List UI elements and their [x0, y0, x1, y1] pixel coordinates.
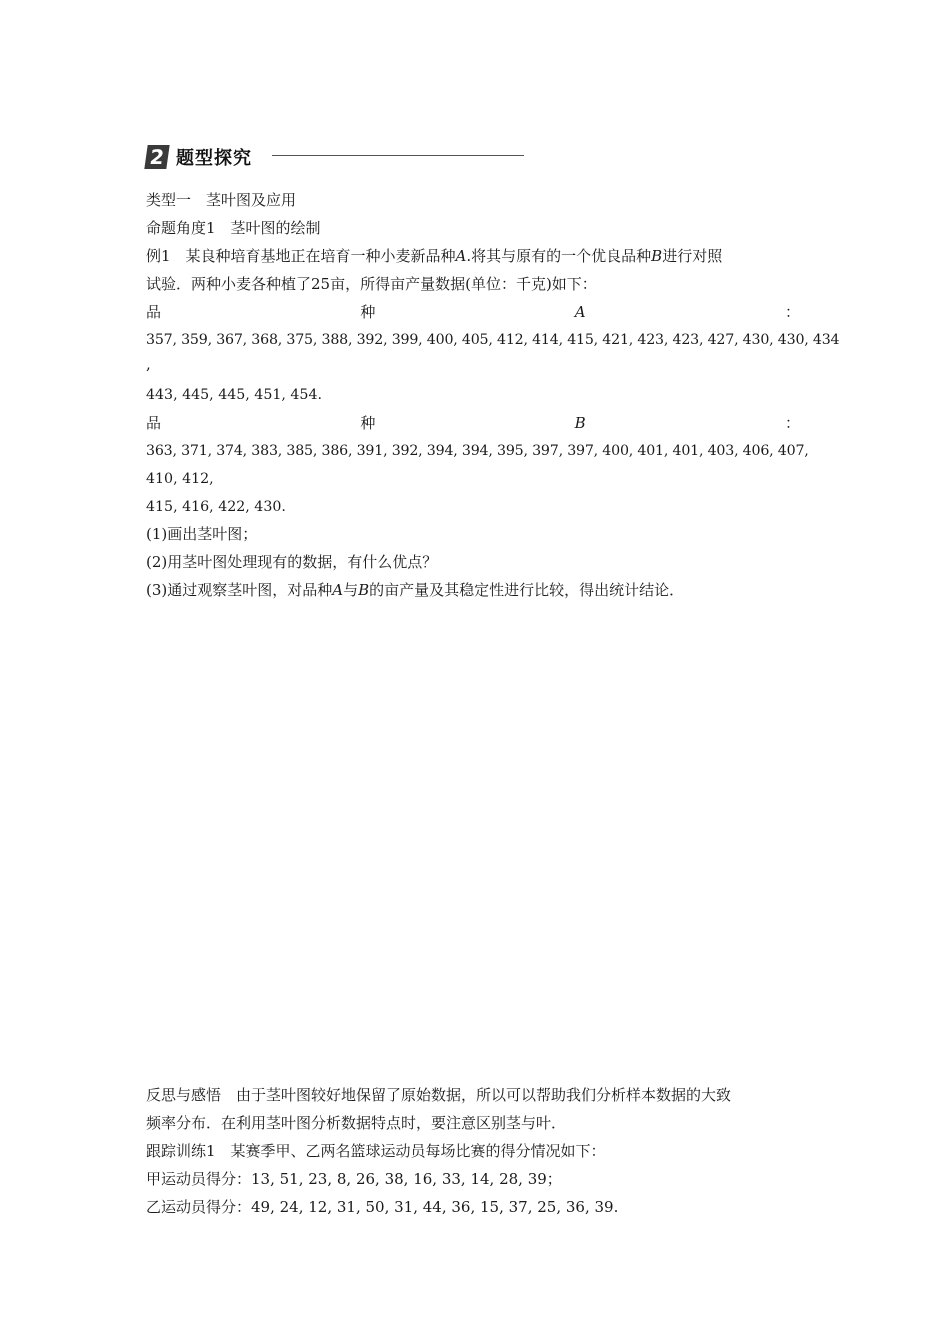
variety-b-var: B [574, 414, 586, 432]
reflection-line-1: 反思与感悟 由于茎叶图较好地保留了原始数据，所以可以帮助我们分析样本数据的大致 [146, 1086, 732, 1104]
variety-b-data-3: 415, 416, 422, 430. [146, 499, 286, 515]
question-3 [146, 580, 684, 600]
example-line-1 [146, 246, 722, 266]
variety-b-colon: ： [784, 414, 800, 432]
reflection-line-2: 频率分布．在利用茎叶图分析数据特点时，要注意区别茎与叶． [146, 1114, 567, 1132]
question-3-text-b: 与 [343, 581, 359, 599]
example-var-b: B [651, 247, 663, 265]
question-3-var-b: B [358, 581, 370, 599]
question-2: (2)用茎叶图处理现有的数据，有什么优点？ [146, 553, 438, 571]
type-heading: 类型一 茎叶图及应用 [146, 191, 297, 209]
example-var-a: A [455, 247, 467, 265]
question-3-text-a: (3)通过观察茎叶图，对品种 [146, 581, 333, 599]
athlete-b-scores: 乙运动员得分：49, 24, 12, 31, 50, 31, 44, 36, 15, 37, 25, 36, 39. [146, 1198, 619, 1216]
example-text-c: 进行对照 [662, 247, 723, 265]
variety-a-label-row [146, 302, 800, 322]
section-divider [272, 155, 524, 156]
question-3-text-c: 的亩产量及其稳定性进行比较，得出统计结论． [369, 581, 685, 599]
variety-b-data-2: 410, 412, [146, 471, 214, 487]
variety-a-label-1: 品 [146, 303, 162, 321]
variety-a-data-2: 443, 445, 445, 451, 454. [146, 387, 322, 403]
section-title: 题型探究 [176, 148, 252, 169]
variety-b-data-1: 363, 371, 374, 383, 385, 386, 391, 392, 394, 394, 395, 397, 397, 400, 401, 401, 403, 406, 407, [146, 443, 809, 459]
variety-a-data-comma: , [146, 355, 151, 373]
example-line-2: 试验．两种小麦各种植了25亩，所得亩产量数据(单位：千克)如下： [146, 275, 597, 293]
section-header [146, 144, 252, 170]
variety-b-label-2: 种 [360, 414, 376, 432]
section-number-badge: 2 [144, 145, 169, 169]
variety-a-var: A [574, 303, 586, 321]
angle-heading: 命题角度1 茎叶图的绘制 [146, 219, 321, 237]
variety-b-label-row [146, 413, 800, 433]
practice-heading: 跟踪训练1 某赛季甲、乙两名篮球运动员每场比赛的得分情况如下： [146, 1142, 606, 1160]
example-text-a: 例1 某良种培育基地正在培育一种小麦新品种 [146, 247, 456, 265]
question-3-var-a: A [332, 581, 344, 599]
variety-a-data-1: 357, 359, 367, 368, 375, 388, 392, 399, 400, 405, 412, 414, 415, 421, 423, 423, 427, 430, 430, 434 [146, 332, 840, 348]
variety-a-colon: ： [784, 303, 800, 321]
variety-b-label-1: 品 [146, 414, 162, 432]
question-1: (1)画出茎叶图； [146, 525, 258, 543]
athlete-a-scores: 甲运动员得分：13, 51, 23, 8, 26, 38, 16, 33, 14, 28, 39； [146, 1170, 562, 1188]
variety-a-label-2: 种 [360, 303, 376, 321]
example-text-b: .将其与原有的一个优良品种 [466, 247, 652, 265]
